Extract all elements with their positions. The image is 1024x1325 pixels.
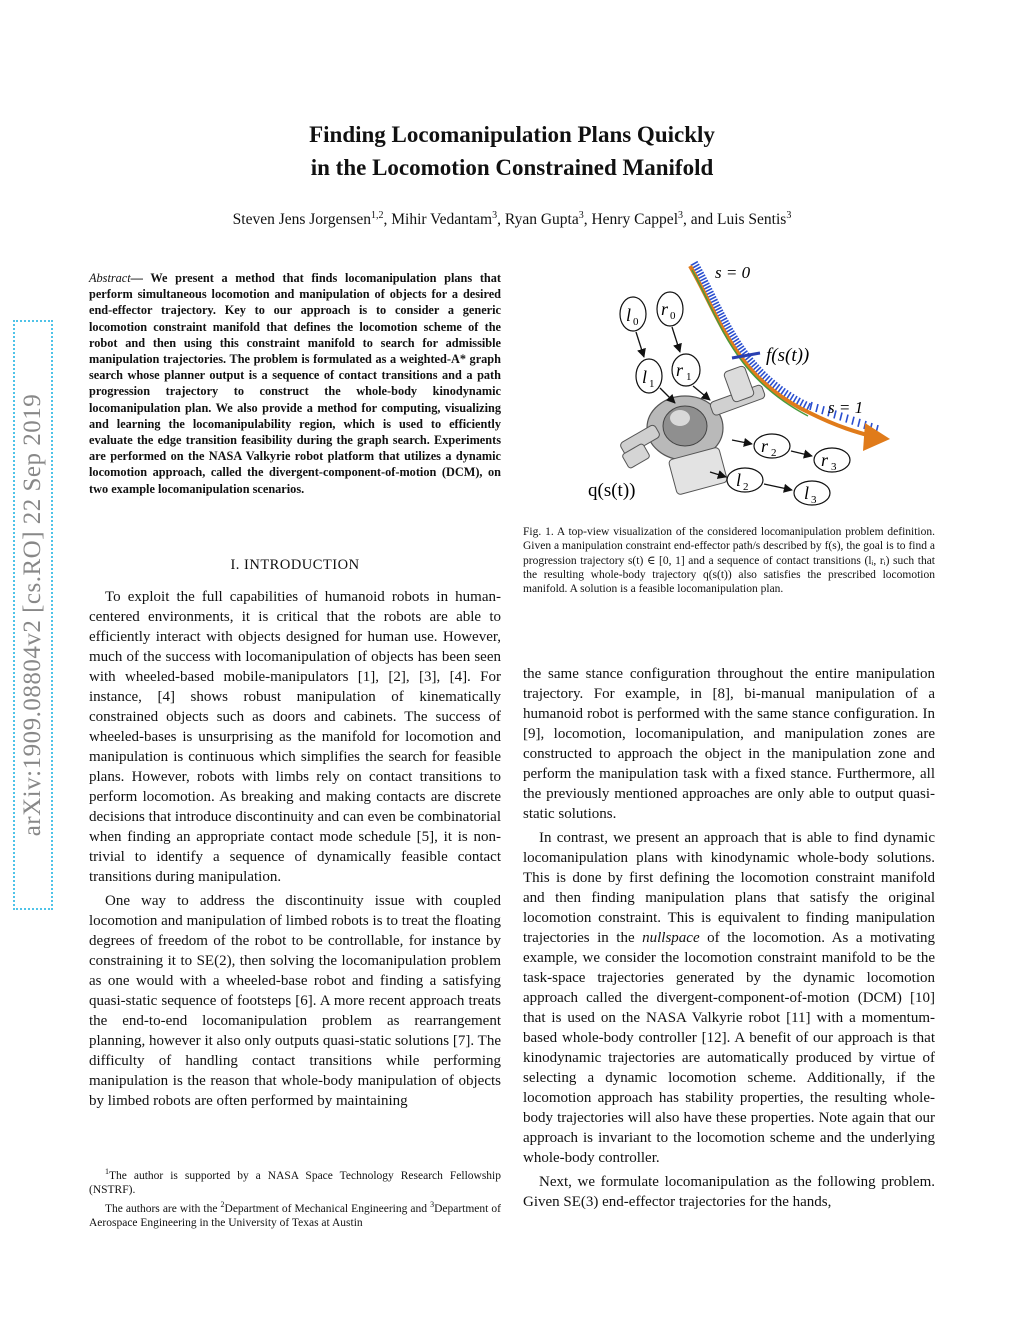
author-list	[0, 210, 1024, 229]
contact-node-l2	[727, 468, 763, 493]
author-1: Steven Jens Jorgensen	[232, 211, 371, 229]
sample-tick	[787, 392, 791, 399]
sample-tick	[822, 406, 824, 414]
node-subscript: 0	[633, 316, 639, 328]
sample-tick	[793, 396, 797, 403]
affiliation-mark: 3	[578, 210, 584, 221]
author-2: , Mihir Vedantam	[383, 211, 493, 229]
paper-title	[0, 118, 1024, 184]
path-arrow-head	[863, 423, 890, 451]
sample-tick	[800, 400, 804, 407]
sample-tick	[803, 401, 807, 408]
introduction-body	[89, 587, 501, 1115]
footnote-text: The authors are with the	[105, 1202, 221, 1215]
paragraph: One way to address the discontinuity issue with coupled locomotion and manipulation of limbed robots is to treat the floating degrees of freedom of the robot to be controllable, for instance by constraining it to SE(2), then solving the locomanipulation problem as one would with a wheeled-base robot and finding a satisfying quasi-static sequence of footsteps [6]. A more recent approach treats the end-to-end locomanipulation problem as rearrangement planning, however it also only outputs quasi-static solutions [7]. The difficulty of handling contact transitions while performing manipulation is the reason that whole-body manipulation of objects by limbed robots are often performed by maintaining	[89, 893, 501, 1109]
sample-tick	[852, 417, 854, 425]
sample-tick	[858, 419, 860, 427]
sample-tick	[796, 398, 800, 405]
node-label: r	[661, 299, 669, 319]
contact-node-r1	[672, 354, 700, 386]
footnote-mark: 3	[430, 1199, 435, 1209]
affiliation-mark: 3	[492, 210, 498, 221]
paragraph-text: In contrast, we present an approach that is able to find dynamic locomanipulation plans with kinodynamic whole-body solutions. This is done by first defining the locomotion constraint manifold and then finding manipulation plans that satisfy the original locomotion constraint. This is equivalent to finding manipulation trajectories in the	[523, 830, 935, 946]
node-label: l	[626, 305, 632, 325]
section-heading-introduction: I. INTRODUCTION	[230, 557, 360, 573]
node-label: l	[804, 483, 810, 503]
arxiv-identifier: arXiv:1909.08804v2 [cs.RO] 22 Sep 2019	[19, 393, 46, 837]
contact-node-l1	[636, 359, 662, 393]
sample-tick	[790, 394, 794, 401]
affiliation-mark: 3	[678, 210, 683, 221]
figure-1	[560, 258, 940, 518]
node-subscript: 1	[686, 371, 692, 383]
node-label: r	[761, 436, 769, 456]
emphasis-nullspace: nullspace	[642, 930, 700, 946]
abstract	[89, 270, 501, 497]
paragraph	[523, 828, 935, 1168]
node-subscript: 3	[831, 461, 837, 473]
label-s1: s = 1	[828, 398, 864, 417]
label-s0: s = 0	[715, 263, 751, 282]
abstract-text: — We present a method that finds locomanipulation plans that perform simultaneous locomotion and manipulation of objects for a desired end-effector trajectory. Key to our approach is to consider a generic locomotion constraint manifold that defines the locomotion scheme of the robot and then using this constraint manifold to search for admissible manipulation trajectories. The problem is formulated as a weighted-A* graph search whose planner output is a sequence of contact transitions and a path progression trajectory to construct the whole-body kinodynamic locomanipulation plan. We also provide a method for computing, visualizing and learning the locomanipulability region, which is used to efficiently evaluate the edge transition feasibility during the graph search. Experiments are performed on the NASA Valkyrie robot platform that utilizes a dynamic locomotion approach, called the divergent-component-of-motion (DCM), on two example locomanipulation scenarios.	[89, 271, 501, 496]
sample-tick	[781, 388, 786, 395]
label-q-of-s: q(s(t))	[588, 480, 636, 501]
contact-node-r2	[754, 434, 790, 459]
paragraph: To exploit the full capabilities of humanoid robots in human-centered environments, it is critical that the robots are able to efficiently interact with objects designed for human use. However, much of the success with locomanipulation of objects has been seen with wheeled-based mobile-manipulators [1], [2], [3], [4]. For instance, [4] shows robust manipulation of kinematically constrained objects such as doors and cabinets. The success of wheeled-bases is unsurprising as the manifold for locomotion and manipulation is continuous which simplifies the search for feasible plans. However, robots with limbs rely on contact transitions to perform locomotion. As breaking and making contacts are discrete decisions that introduce discontinuity and can even be combinatorial when finding an appropriate contact mode schedule [5], it is non-trivial to identify a sequence of dynamically feasible contact transitions during manipulation.	[89, 589, 501, 885]
affiliation-mark: 3	[786, 210, 792, 221]
paragraph-text: of the locomotion. As a motivating example, we consider the locomotion constraint manifold to be the task-space trajectories generated by the dynamic locomotion approach called the divergent-component-of-motion (DCM) [10] that is used on the NASA Valkyrie robot [11] with a momentum-based whole-body controller [12]. A benefit of our approach is that kinodynamic trajectories are automatically produced by virtue of selecting a dynamic locomotion scheme. Additionally, if the locomotion approach has stability properties, the resulting whole-body trajectories will also have these properties. Note again that our approach is invariant to the locomotion scheme and the underlying whole-body controller.	[523, 930, 935, 1166]
footnote-funding	[89, 1165, 501, 1198]
paragraph: Next, we formulate locomanipulation as the following problem. Given SE(3) end-effector trajectories for the hands,	[523, 1174, 935, 1210]
contact-node-l0	[620, 297, 646, 331]
node-subscript: 2	[743, 481, 749, 493]
title-line-2: in the Locomotion Constrained Manifold	[310, 155, 714, 180]
node-label: l	[736, 470, 742, 490]
node-subscript: 1	[649, 378, 655, 390]
footnote-affiliations	[89, 1198, 501, 1231]
paragraph: the same stance configuration throughout the entire manipulation trajectory. For example, in [8], bi-manual manipulation of a humanoid robot is performed with the same stance configuration. In [9], locomotion, locomanipulation, and manipulation zones are constructed to approach the object in the manipulation zone and perform the manipulation task with a fixed stance. Furthermore, all the previously mentioned approaches are only able to output quasi-static solutions.	[523, 666, 935, 822]
footnotes	[89, 1165, 501, 1231]
abstract-label: Abstract	[89, 271, 131, 285]
contact-node-r3	[814, 448, 850, 473]
footnote-text: Department of Mechanical Engineering and	[224, 1202, 431, 1215]
footnote-mark: 1	[105, 1167, 109, 1176]
footnote-text: The author is supported by a NASA Space Technology Research Fellowship (NSTRF).	[89, 1169, 501, 1197]
title-line-1: Finding Locomanipulation Plans Quickly	[309, 122, 715, 147]
author-4: , Henry Cappel	[583, 211, 678, 229]
footnote-mark: 2	[220, 1199, 225, 1209]
node-label: r	[676, 360, 684, 380]
node-subscript: 3	[811, 494, 817, 506]
contact-node-r0	[657, 292, 683, 326]
figure-caption: Fig. 1. A top-view visualization of the considered locomanipulation problem definition. Given a manipulation constraint end-effector path/s described by f(s), the goal is to find a progression trajectory s(t) ∈ [0, 1] and a sequence of contact transitions (lᵢ, rᵢ) such that the resulting whole-body trajectory q(s(t)) also satisfies the prescribed locomotion manifold. A solution is a feasible locomanipulation plan.	[523, 526, 935, 596]
affiliation-mark: 1,2	[370, 210, 384, 221]
node-subscript: 2	[771, 447, 777, 459]
author-5: , and Luis Sentis	[683, 211, 787, 229]
node-label: r	[821, 450, 829, 470]
sample-tick	[816, 404, 818, 412]
footnote-text: Department of Aerospace Engineering in the University of Texas at Austin	[89, 1202, 501, 1230]
label-f-of-s: f(s(t))	[766, 345, 810, 366]
arxiv-stamp[interactable]	[13, 320, 53, 910]
right-column-body	[523, 664, 935, 1216]
author-3: , Ryan Gupta	[497, 211, 579, 229]
contact-node-l3	[794, 481, 830, 506]
sample-tick	[784, 390, 788, 397]
node-subscript: 0	[670, 310, 676, 322]
node-label: l	[642, 367, 648, 387]
